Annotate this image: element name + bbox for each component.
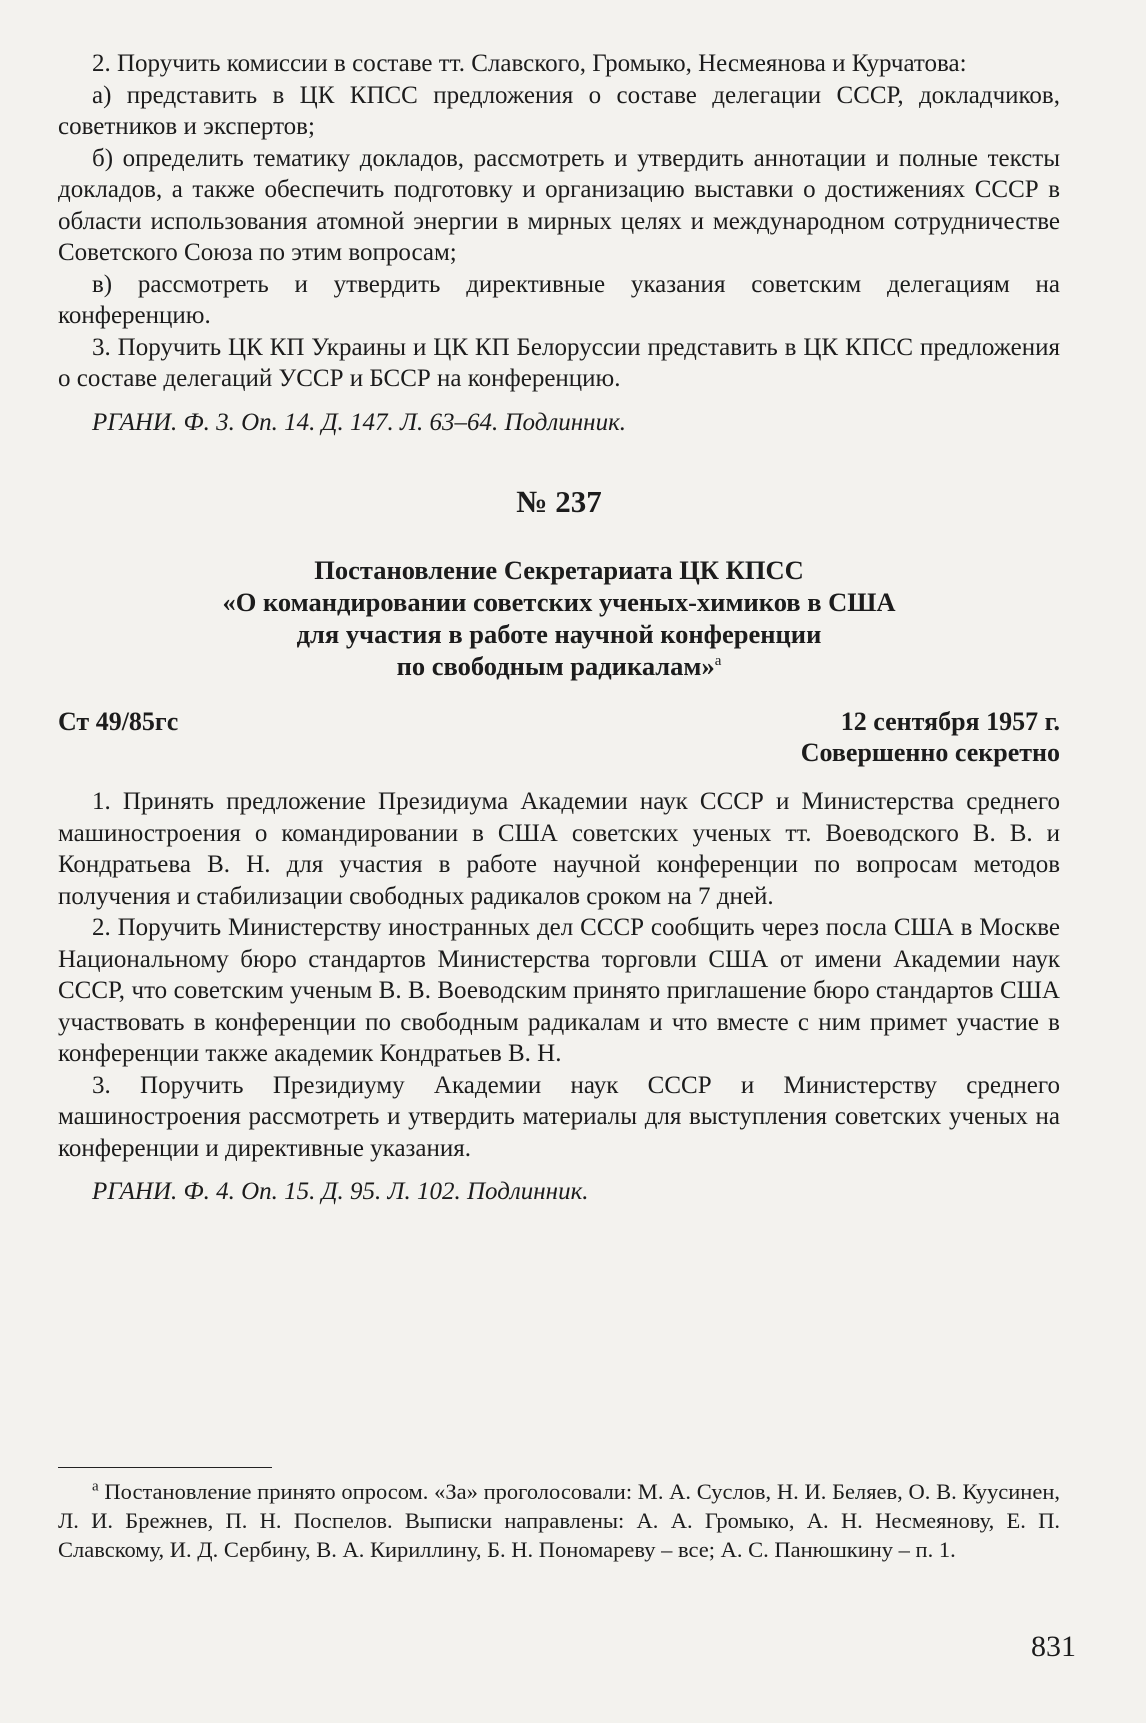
document-meta	[58, 706, 1060, 768]
document-body	[58, 786, 1060, 1208]
document-date: 12 сентября 1957 г.	[840, 707, 1060, 736]
document-code: Ст 49/85гс	[58, 707, 179, 736]
document-meta-right	[801, 706, 1060, 768]
document-title-line: «О командировании советских ученых-химиков в США	[222, 587, 896, 617]
document-title-line: Постановление Секретариата ЦК КПСС	[314, 555, 804, 585]
document-title-line: для участия в работе научной конференции	[296, 619, 822, 649]
page-body	[58, 48, 1060, 1218]
prev-paragraph-2b: б) определить тематику докладов, рассмотреть и утвердить аннотации и полные тексты докладов, а также обеспечить подготовку и организацию выставки о достижениях СССР в области использования атомной энергии в мирных целях и международном сотрудничестве Советского Союза по этим вопросам;	[58, 144, 1060, 266]
paragraph-1: 1. Принять предложение Президиума Академии наук СССР и Министерства среднего машиностроения о командировании в США советских ученых тт. Воеводского В. В. и Кондратьева В. Н. для участия в работе научной конференции по вопросам методов получения и стабилизации свободных радикалов сроком на 7 дней.	[58, 788, 1060, 910]
footnote-text: Постановление принято опросом. «За» проголосовали: М. А. Суслов, Н. И. Беляев, О. В. Куусинен, Л. И. Брежнев, П. Н. Поспелов. Выписки направлены: А. А. Громыко, А. Н. Несмеянову, Е. П. Славскому, И. Д. Сербину, В. А. Кириллину, Б. Н. Пономареву – все; А. С. Панюшкину – п. 1.	[58, 1479, 1061, 1562]
document-title-line-last	[58, 650, 1060, 682]
document-title-line: по свободным радикалам»	[396, 651, 715, 681]
prev-archive-source: РГАНИ. Ф. 3. Оп. 14. Д. 147. Л. 63–64. Подлинник.	[92, 408, 627, 436]
footnote	[58, 1478, 1060, 1564]
footnote-reference: а	[714, 653, 722, 670]
prev-paragraph-2v: в) рассмотреть и утвердить директивные указания советским делегациям на конференцию.	[58, 270, 1060, 329]
page-number: 831	[1031, 1630, 1076, 1663]
footnote-mark: а	[92, 1478, 99, 1495]
footnote-divider	[58, 1467, 272, 1468]
paragraph-3: 3. Поручить Президиуму Академии наук СССР и Министерству среднего машиностроения рассмотреть и утвердить материалы для выступления советских ученых на конференции и директивные указания.	[58, 1071, 1060, 1162]
prev-paragraph-2: 2. Поручить комиссии в составе тт. Славского, Громыко, Несмеянова и Курчатова:	[92, 50, 967, 77]
document-title	[58, 554, 1060, 682]
paragraph-2: 2. Поручить Министерству иностранных дел СССР сообщить через посла США в Москве Национальному бюро стандартов Министерства торговли США от имени Академии наук СССР, что советским ученым В. В. Воеводским принято приглашение бюро стандартов США участвовать в конференции по свободным радикалам и что вместе с ним примет участие в конференции также академик Кондратьев В. Н.	[58, 914, 1060, 1067]
document-number: № 237	[516, 484, 602, 519]
classification-stamp: Совершенно секретно	[800, 738, 1060, 767]
archive-source: РГАНИ. Ф. 4. Оп. 15. Д. 95. Л. 102. Подлинник.	[92, 1178, 589, 1205]
prev-paragraph-2a: а) представить в ЦК КПСС предложения о составе делегации СССР, докладчиков, советников и экспертов;	[58, 81, 1060, 140]
prev-paragraph-3: 3. Поручить ЦК КП Украины и ЦК КП Белоруссии представить в ЦК КПСС предложения о составе делегаций УССР и БССР на конференцию.	[58, 333, 1060, 392]
